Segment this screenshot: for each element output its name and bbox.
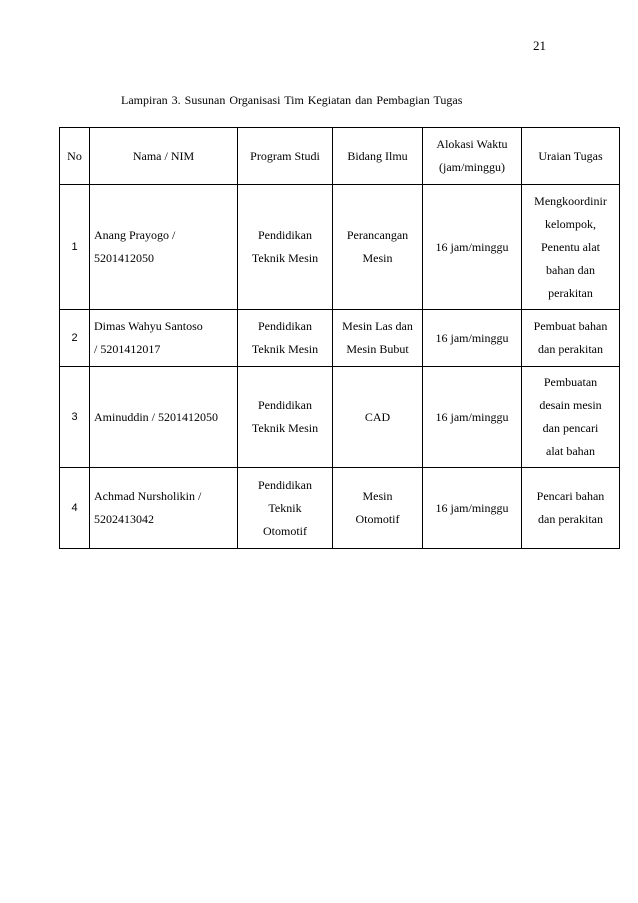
cell-line: Pembuat bahan [533,319,608,333]
cell-alokasi-waktu: 16 jam/minggu [423,310,522,367]
cell-line: Mengkoordinir [534,193,607,208]
cell-nama-nim [90,468,238,549]
cell-bidang-ilmu [333,185,423,310]
cell-program-studi [238,185,333,310]
cell-no: 3 [60,367,90,468]
table-row [60,185,620,310]
cell-line: Teknik Mesin [251,251,319,265]
cell-alokasi-waktu: 16 jam/minggu [423,367,522,468]
table-row [60,367,620,468]
cell-line: Teknik Mesin [251,342,319,356]
cell-uraian-tugas [522,310,620,367]
cell-line: Pembuatan [543,375,598,389]
cell-uraian-tugas [522,367,620,468]
cell-no: 4 [60,468,90,549]
cell-line: CAD [364,409,391,424]
organization-table [59,127,620,549]
header-no: No [60,128,90,185]
header-bidang-ilmu: Bidang Ilmu [333,128,423,185]
cell-line: Pendidikan [258,398,312,412]
cell-line: Dimas Wahyu Santoso [94,319,203,333]
cell-line: Pendidikan [258,477,312,492]
cell-line: Mesin Bubut [346,342,409,356]
cell-line: kelompok, [545,216,596,231]
cell-line: dan pencari [542,421,599,435]
table-row [60,468,620,549]
cell-line: 5202413042 [94,512,154,526]
cell-line: Achmad Nursholikin / [94,489,202,503]
cell-line: desain mesin [539,398,602,412]
cell-program-studi [238,468,333,549]
header-uraian-tugas: Uraian Tugas [522,128,620,185]
cell-bidang-ilmu [333,367,423,468]
cell-line: Penentu alat [541,239,600,254]
cell-line: perakitan [548,285,593,300]
cell-alokasi-waktu: 16 jam/minggu [423,185,522,310]
cell-line: Anang Prayogo / [94,228,176,242]
cell-nama-nim [90,310,238,367]
cell-line: Mesin Las dan [342,319,413,333]
cell-line: Pencari bahan [536,489,605,503]
cell-line: Teknik Mesin [251,421,319,435]
cell-bidang-ilmu [333,468,423,549]
header-nama-nim: Nama / NIM [90,128,238,185]
cell-no: 2 [60,310,90,367]
cell-bidang-ilmu [333,310,423,367]
cell-line: bahan dan [546,262,595,277]
cell-uraian-tugas [522,468,620,549]
cell-no: 1 [60,185,90,310]
cell-line: 5201412050 [94,251,154,265]
cell-line: Aminuddin / 5201412050 [94,409,219,424]
cell-line: Teknik [268,500,302,515]
cell-uraian-tugas [522,185,620,310]
cell-line: Otomotif [355,512,400,526]
cell-nama-nim [90,185,238,310]
cell-line: Mesin [362,251,393,265]
page-number: 21 [533,38,546,53]
cell-line: Otomotif [263,523,307,538]
header-program-studi: Program Studi [238,128,333,185]
cell-line: Perancangan [346,228,409,242]
cell-line: / 5201412017 [94,342,161,356]
cell-nama-nim [90,367,238,468]
cell-program-studi [238,367,333,468]
cell-line: dan perakitan [538,512,603,526]
header-alokasi-line2: (jam/minggu) [439,160,505,174]
cell-line: Pendidikan [258,319,312,333]
cell-program-studi [238,310,333,367]
header-alokasi-waktu [423,128,522,185]
cell-line: Mesin [362,489,393,503]
header-alokasi-line1: Alokasi Waktu [436,137,508,151]
cell-line: Pendidikan [258,228,312,242]
cell-line: dan perakitan [538,342,603,356]
cell-line: alat bahan [546,444,595,458]
table-header-row [60,128,620,185]
table-row [60,310,620,367]
table-caption: Lampiran 3. Susunan Organisasi Tim Kegiatan dan Pembagian Tugas [121,93,463,107]
cell-alokasi-waktu: 16 jam/minggu [423,468,522,549]
